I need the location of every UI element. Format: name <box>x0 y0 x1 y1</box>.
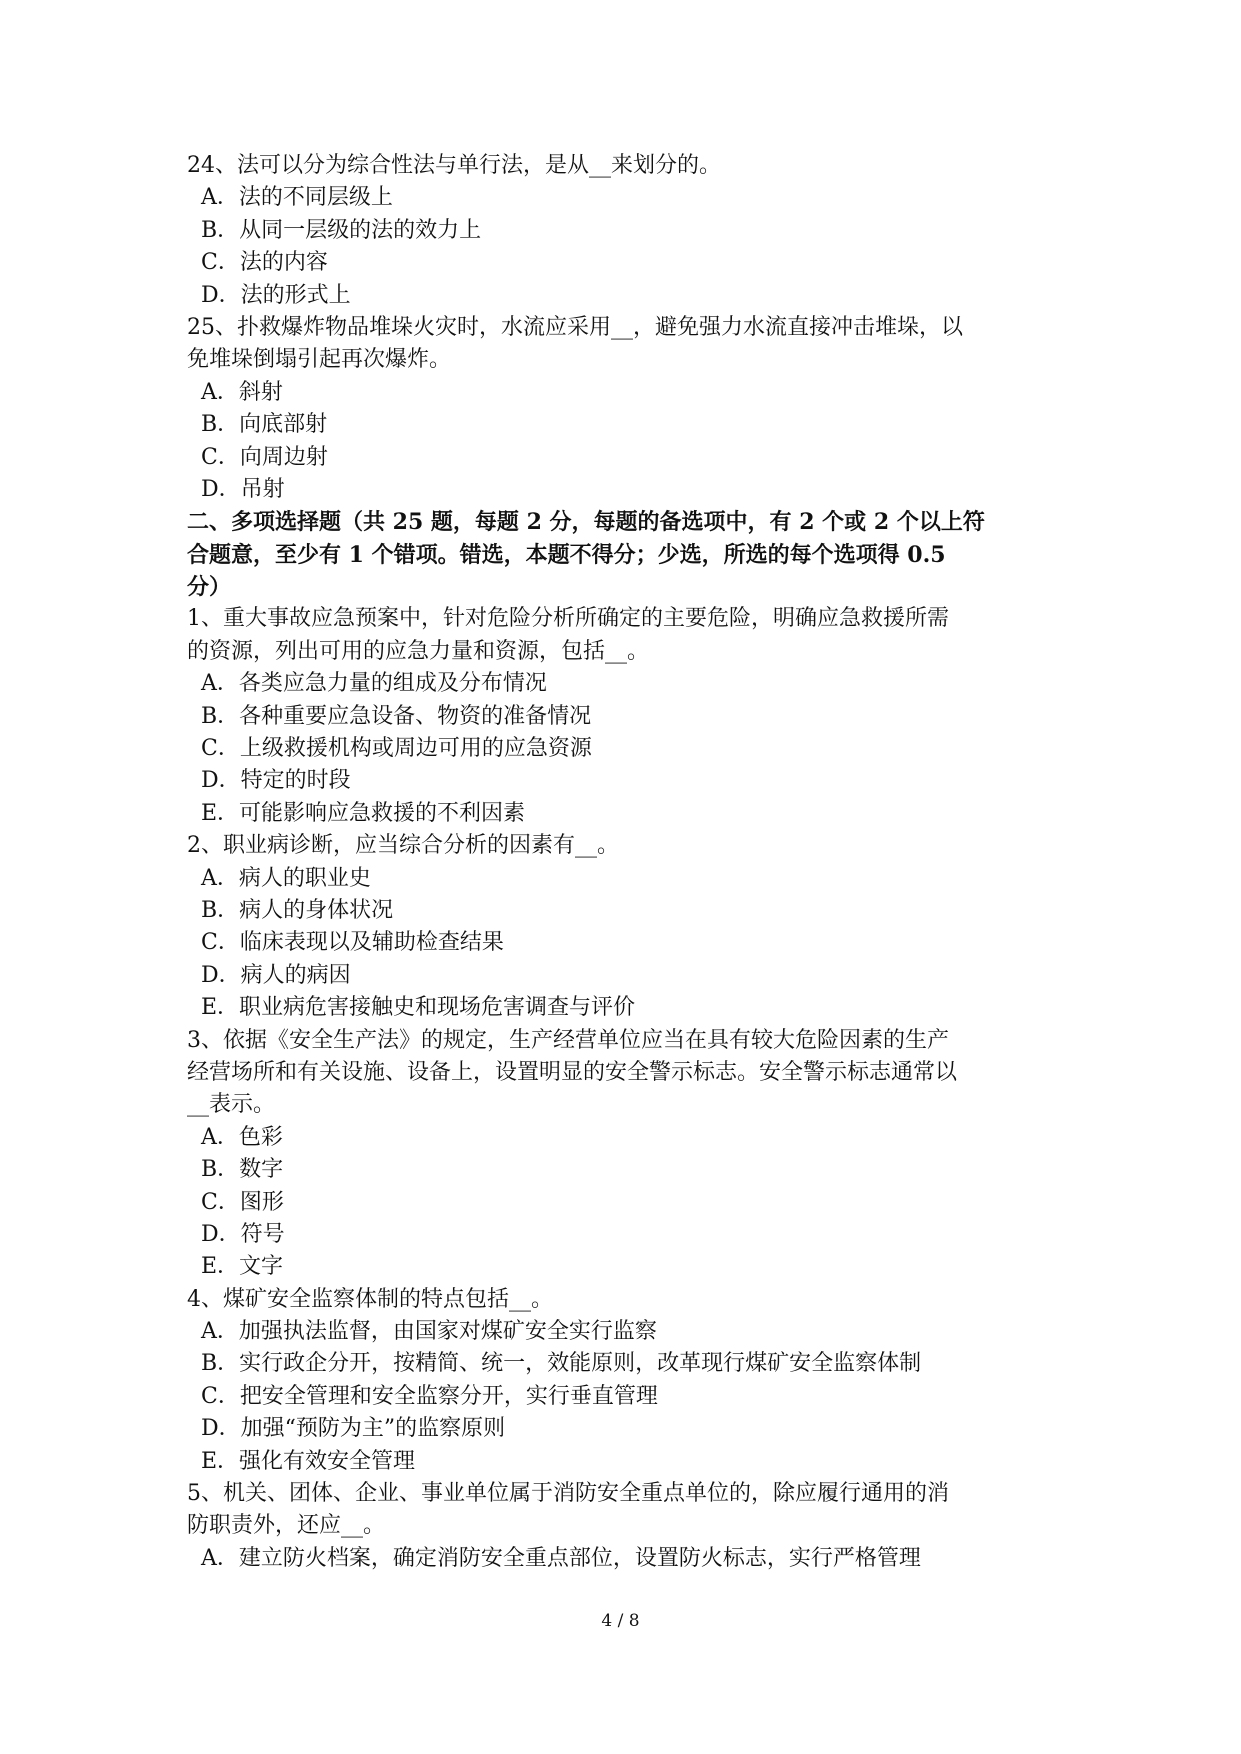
option-line: B．数字 <box>201 1157 284 1183</box>
question-line: 1、重大事故应急预案中，针对危险分析所确定的主要危险，明确应急救援所需 <box>187 606 949 632</box>
question-line: 的资源，列出可用的应急力量和资源，包括__。 <box>187 638 650 664</box>
question-line: 防职责外，还应__。 <box>187 1513 386 1539</box>
document-body <box>187 150 1047 1575</box>
option-line: A．加强执法监督，由国家对煤矿安全实行监察 <box>201 1319 657 1345</box>
option-line: A．病人的职业史 <box>201 865 371 891</box>
question-line: 经营场所和有关设施、设备上，设置明显的安全警示标志。安全警示标志通常以 <box>187 1059 958 1085</box>
option-line: A．建立防火档案，确定消防安全重点部位，设置防火标志，实行严格管理 <box>201 1545 921 1571</box>
option-line: A．色彩 <box>201 1124 283 1150</box>
option-line: E．可能影响应急救援的不利因素 <box>201 800 526 826</box>
option-line: D．病人的病因 <box>201 962 351 988</box>
option-line: D．加强“预防为主”的监察原则 <box>201 1416 506 1442</box>
option-line: B．从同一层级的法的效力上 <box>201 217 482 243</box>
question-line: __表示。 <box>187 1092 276 1118</box>
option-line: C．临床表现以及辅助检查结果 <box>201 930 504 956</box>
question-line: 24、法可以分为综合性法与单行法，是从__来划分的。 <box>187 153 721 178</box>
question-line: 25、扑救爆炸物品堆垛火灾时，水流应采用__，避免强力水流直接冲击堆垛，以 <box>187 314 963 340</box>
question-line: 5、机关、团体、企业、事业单位属于消防安全重点单位的，除应履行通用的消 <box>187 1481 949 1507</box>
question-line: 4、煤矿安全监察体制的特点包括__。 <box>187 1286 553 1312</box>
option-line: A．法的不同层级上 <box>201 185 393 211</box>
section-heading-line: 合题意，至少有 1 个错项。错选，本题不得分；少选，所选的每个选项得 0.5 <box>187 541 946 568</box>
option-line: D．法的形式上 <box>201 282 351 308</box>
option-line: D．特定的时段 <box>201 768 351 794</box>
option-line: C．向周边射 <box>201 444 328 470</box>
question-line: 免堆垛倒塌引起再次爆炸。 <box>187 347 452 373</box>
option-line: C．法的内容 <box>201 250 328 276</box>
option-line: B．病人的身体状况 <box>201 897 394 923</box>
option-line: A．各类应急力量的组成及分布情况 <box>201 671 547 697</box>
option-line: B．实行政企分开，按精简、统一，效能原则，改革现行煤矿安全监察体制 <box>201 1351 922 1377</box>
option-line: B．向底部射 <box>201 412 328 438</box>
option-line: D．符号 <box>201 1221 285 1247</box>
option-line: E．文字 <box>201 1254 284 1280</box>
section-heading-line: 二、多项选择题（共 25 题，每题 2 分，每题的备选项中，有 2 个或 2 个以上符 <box>187 509 985 536</box>
option-line: E．职业病危害接触史和现场危害调查与评价 <box>201 995 636 1021</box>
question-line: 2、职业病诊断，应当综合分析的因素有__。 <box>187 833 619 859</box>
option-line: D．吊射 <box>201 476 285 502</box>
option-line: B．各种重要应急设备、物资的准备情况 <box>201 703 592 729</box>
option-line: E．强化有效安全管理 <box>201 1448 416 1474</box>
question-line: 3、依据《安全生产法》的规定，生产经营单位应当在具有较大危险因素的生产 <box>187 1027 949 1053</box>
option-line: C．把安全管理和安全监察分开，实行垂直管理 <box>201 1383 658 1409</box>
option-line: C．图形 <box>201 1189 284 1215</box>
option-line: C．上级救援机构或周边可用的应急资源 <box>201 736 592 762</box>
option-line: A．斜射 <box>201 379 283 405</box>
page-number: 4 / 8 <box>601 1611 640 1631</box>
section-heading-line: 分） <box>187 574 232 601</box>
